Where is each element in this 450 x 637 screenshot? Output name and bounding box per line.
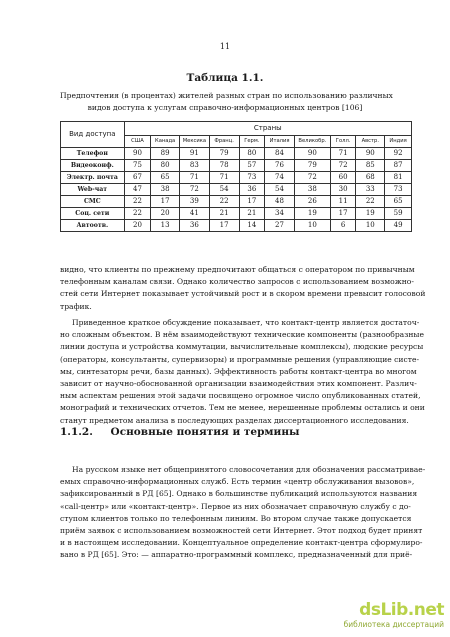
row-label: Видеоконф. [61,160,125,172]
text-line: но сложным объектом. В нём взаимодействуют технические компоненты (разнообразные [60,330,424,340]
table-cell: 84 [265,148,295,160]
text-line: ным аспектам решения этой задачи посвящено огромное число опубликованных статей, [60,391,421,401]
table-cell: 90 [294,148,330,160]
table-cell: 38 [151,184,180,196]
caption-line: видов доступа к услугам справочно-информационных центров [106] [87,102,363,112]
table-cell: 49 [385,220,412,232]
table-cell: 38 [294,184,330,196]
table-cell: 73 [385,184,412,196]
table-cell: 48 [265,196,295,208]
table-cell: 59 [385,208,412,220]
section-number: 1.1.2. [60,426,93,438]
text-line: станут предметом анализа в последующих разделах диссертационного исследования. [60,415,409,425]
page-number: 11 [219,42,231,51]
country-header: Австр. [356,136,385,148]
text-line: трафик. [60,301,92,311]
row-label: Телефон [61,148,125,160]
country-header: Италия [265,136,295,148]
text-line: Приведенное краткое обсуждение показывает, что контакт-центр является достаточ- [72,318,420,327]
table-cell: 65 [151,172,180,184]
table-row [61,172,412,184]
table-cell: 72 [180,184,210,196]
text-line: «call-центр» или «контакт-центр». Первое из них обозначает справочную службу с до- [60,501,411,511]
table-cell: 19 [294,208,330,220]
table-cell: 17 [239,196,265,208]
table-cell: 26 [294,196,330,208]
text-line: На русском языке нет общепринятого словосочетания для обозначения рассматривае- [72,465,426,474]
preferences-table [60,121,412,232]
text-line: ступом клиентов только по телефонным линиям. Во втором случае также допускается [60,513,412,523]
watermark-logo: dsLib.net [359,600,444,620]
table-cell: 72 [294,172,330,184]
text-line: и в настоящем исследовании. Концептуальное определение контакт-центра сформулиро- [60,538,423,548]
row-label: Web-чат [61,184,125,196]
table-cell: 36 [239,184,265,196]
table-cell: 33 [356,184,385,196]
table-cell: 36 [180,220,210,232]
table-cell: 90 [356,148,385,160]
table-cell: 87 [385,160,412,172]
table-cell: 79 [294,160,330,172]
table-cell: 85 [356,160,385,172]
text-line: телефонным каналам связи. Однако количество запросов с использованием возможно- [60,277,414,287]
table-cell: 60 [330,172,356,184]
table-cell: 10 [356,220,385,232]
table-cell: 17 [209,220,239,232]
table-cell: 22 [124,208,151,220]
text-line: приём заявок с использованием возможностей сети Интернет. Этот подход будет принят [60,526,423,536]
table-cell: 80 [151,160,180,172]
country-header: Франц. [209,136,239,148]
table-cell: 21 [209,208,239,220]
table-cell: 71 [209,172,239,184]
table-row [61,160,412,172]
table-cell: 6 [330,220,356,232]
access-type-header: Вид доступа [61,122,125,148]
table-cell: 41 [180,208,210,220]
table-cell: 20 [151,208,180,220]
table-cell: 65 [385,196,412,208]
row-label: Соц. сети [61,208,125,220]
table-cell: 80 [239,148,265,160]
table-cell: 14 [239,220,265,232]
text-line: (операторы, консультанты, супервизоры) и программные решения (управляющие систе- [60,354,420,364]
watermark-subtitle: библиотека диссертаций [343,620,444,629]
country-header: Герм. [239,136,265,148]
table-cell: 78 [209,160,239,172]
table-cell: 54 [265,184,295,196]
table-cell: 17 [330,208,356,220]
country-header: США [124,136,151,148]
table-row [61,196,412,208]
country-header: Мексика [180,136,210,148]
text-line: вано в РД [65]. Это: — аппаратно-программный комплекс, предназначенный для приё- [60,550,413,560]
table-cell: 21 [239,208,265,220]
row-label: СМС [61,196,125,208]
table-cell: 57 [239,160,265,172]
country-header: Канада [151,136,180,148]
table-row [61,148,412,160]
table-cell: 91 [180,148,210,160]
country-header: Голл. [330,136,356,148]
table-cell: 39 [180,196,210,208]
table-cell: 89 [151,148,180,160]
section-title: Основные понятия и термины [110,426,300,438]
table-cell: 71 [180,172,210,184]
text-line: зависит от научно-обоснованной организации взаимодействия этих компонент. Различ- [60,379,417,389]
table-cell: 22 [356,196,385,208]
section-heading [60,426,300,438]
table-cell: 73 [239,172,265,184]
table-cell: 47 [124,184,151,196]
table-title: Таблица 1.1. [186,72,264,84]
watermark [336,600,448,632]
text-line: мы, синтезаторы речи, базы данных). Эффективность работы контакт-центра во многом [60,366,417,376]
table-cell: 27 [265,220,295,232]
table-row [61,220,412,232]
paragraph [60,464,426,562]
table-cell: 10 [294,220,330,232]
table-cell: 17 [151,196,180,208]
text-line: емых справочно-информационных служб. Есть термин «центр обслуживания вызовов», [60,477,415,487]
row-label: Электр. почта [61,172,125,184]
text-line: видно, что клиенты по прежнему предпочитают общаться с оператором по привычным [60,265,415,274]
table-cell: 11 [330,196,356,208]
paragraph [60,264,426,313]
text-line: монографий и технических отчетов. Тем не менее, нерешенные проблемы остались и они [60,403,425,413]
table-cell: 67 [124,172,151,184]
table-cell: 71 [330,148,356,160]
table-cell: 68 [356,172,385,184]
paragraph [60,317,425,427]
table-cell: 90 [124,148,151,160]
table-cell: 13 [151,220,180,232]
country-header: Индия [385,136,412,148]
text-line: стей сети Интернет показывает устойчивый рост и в скором времени превысит голосовой [60,289,426,299]
table-cell: 76 [265,160,295,172]
table-cell: 72 [330,160,356,172]
countries-header: Страны [124,122,411,136]
table-cell: 79 [209,148,239,160]
table-cell: 83 [180,160,210,172]
text-line: линии доступа и устройства коммутации, вычислительные комплексы), людские ресурсы [60,342,424,352]
table-cell: 74 [265,172,295,184]
table-cell: 22 [209,196,239,208]
table-cell: 34 [265,208,295,220]
table-row [61,184,412,196]
table-cell: 81 [385,172,412,184]
caption-line: Предпочтения (в процентах) жителей разных стран по использованию различных [60,91,393,100]
table-cell: 75 [124,160,151,172]
table-cell: 19 [356,208,385,220]
table-row [61,208,412,220]
table-cell: 30 [330,184,356,196]
table-cell: 20 [124,220,151,232]
table-cell: 92 [385,148,412,160]
table-cell: 54 [209,184,239,196]
table-caption [60,90,393,113]
row-label: Автоотв. [61,220,125,232]
country-header: Великобр. [294,136,330,148]
text-line: зафиксированный в РД [65]. Однако в большинстве публикаций используются названия [60,489,418,499]
table-cell: 22 [124,196,151,208]
